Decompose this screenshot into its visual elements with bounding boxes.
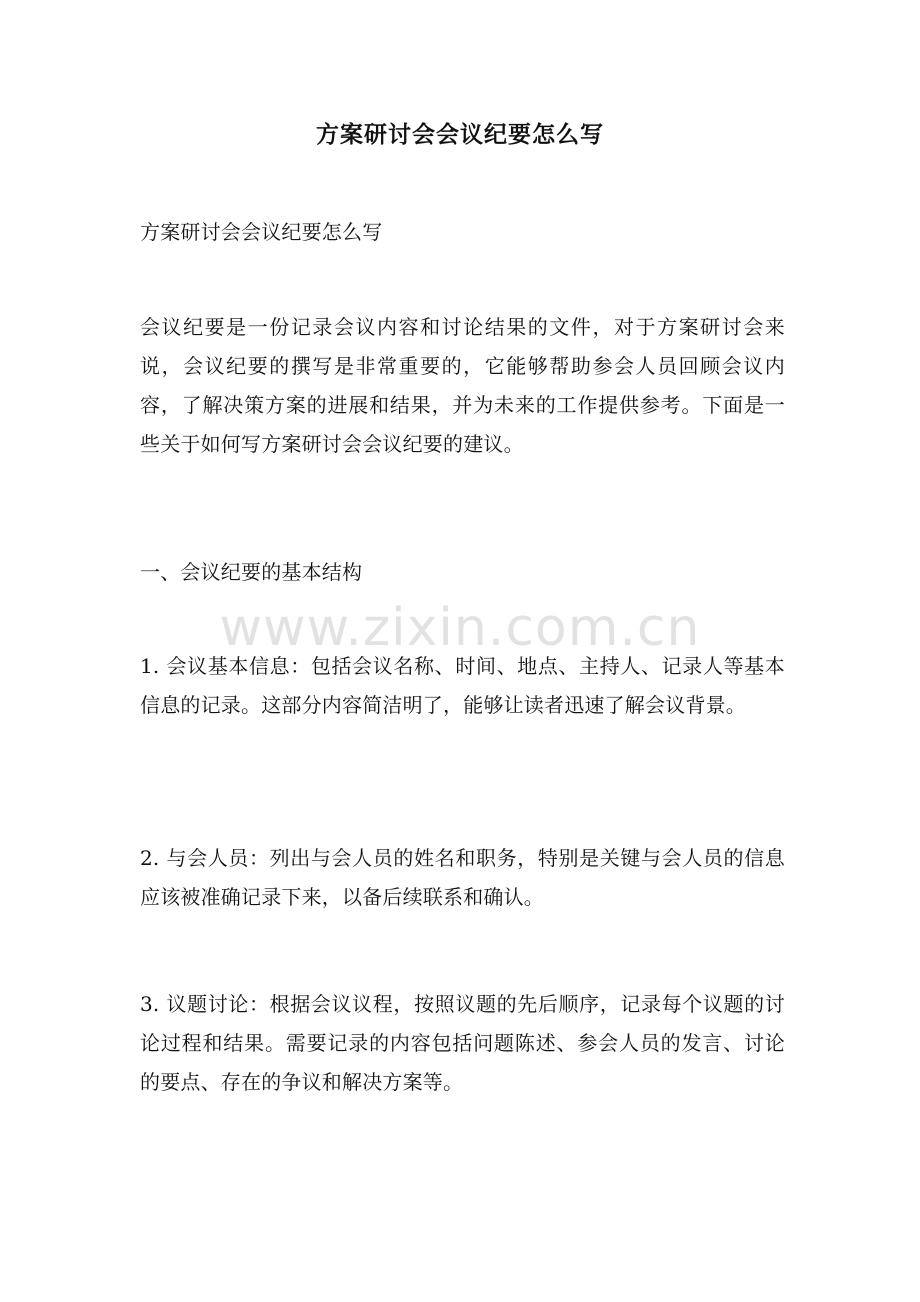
list-item-basic-info: 1. 会议基本信息：包括会议名称、时间、地点、主持人、记录人等基本信息的记录。这部分内容简洁明了，能够让读者迅速了解会议背景。: [140, 654, 785, 717]
list-item-topic-discussion: 3. 议题讨论：根据会议议程，按照议题的先后顺序，记录每个议题的讨论过程和结果。需要记录的内容包括问题陈述、参会人员的发言、讨论的要点、存在的争议和解决方案等。: [140, 992, 785, 1094]
document-title: 方案研讨会会议纪要怎么写: [316, 121, 604, 148]
section-heading-structure: 一、会议纪要的基本结构: [140, 560, 363, 584]
list-item-attendees: 2. 与会人员：列出与会人员的姓名和职务，特别是关键与会人员的信息应该被准确记录下来，以备后续联系和确认。: [140, 846, 785, 909]
intro-paragraph: 会议纪要是一份记录会议内容和讨论结果的文件，对于方案研讨会来说，会议纪要的撰写是非常重要的，它能够帮助参会人员回顾会议内容，了解决策方案的进展和结果，并为未来的工作提供参考。下面是一些关于如何写方案研讨会会议纪要的建议。: [140, 315, 785, 456]
watermark: www.zixin.com.cn: [219, 598, 701, 658]
document-subtitle: 方案研讨会会议纪要怎么写: [140, 220, 383, 244]
